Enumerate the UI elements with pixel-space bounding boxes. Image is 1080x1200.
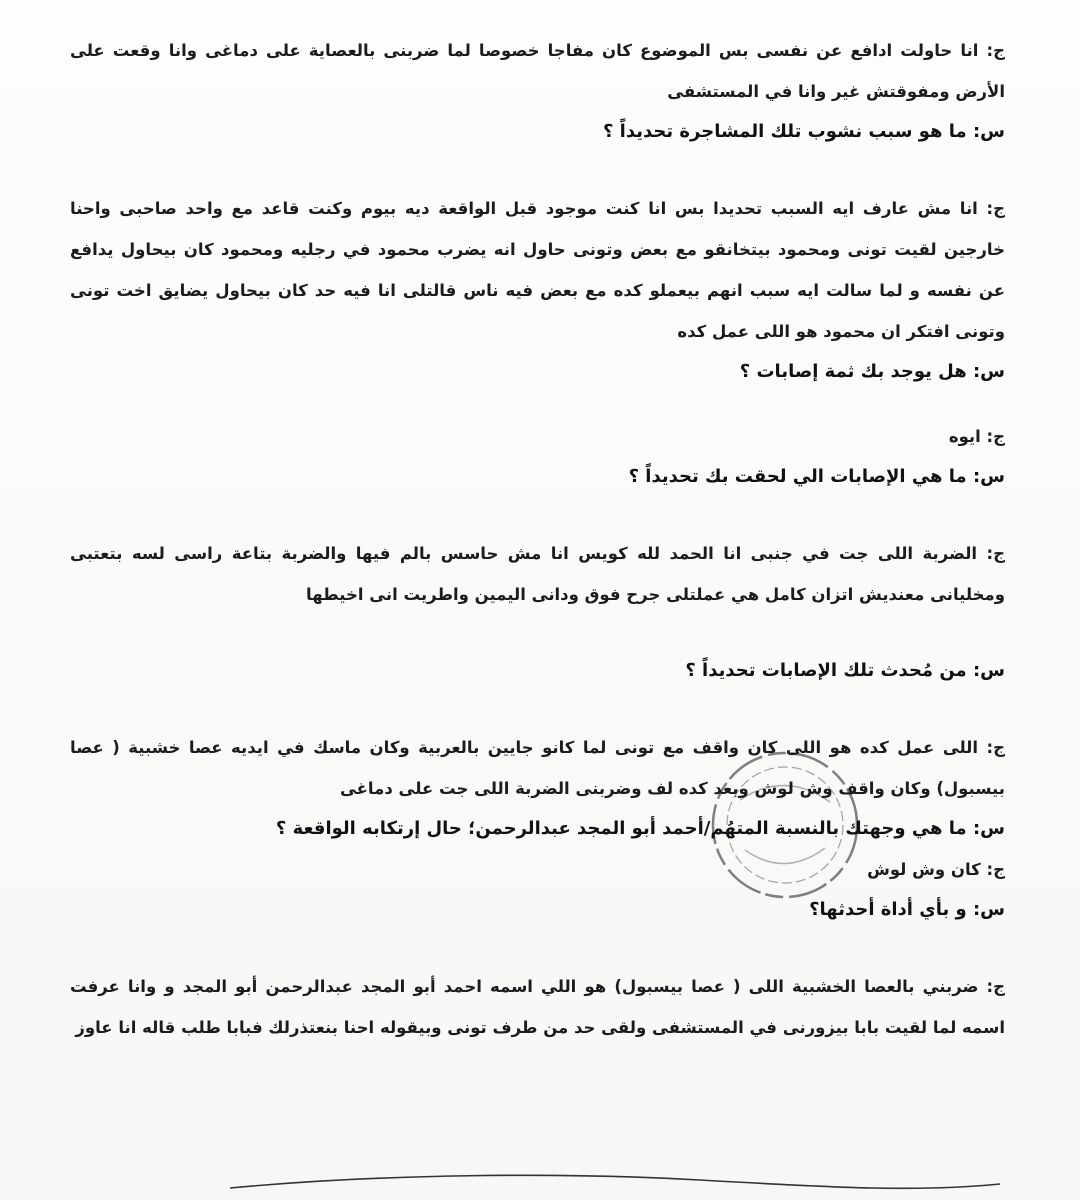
answer-5: ج: اللى عمل كده هو اللى كان واقف مع تونى لما كانو جايين بالعربية وكان ماسك في ايديه عصا خشبية ( عصا بيسبول) وكان واقف وش لوش وبعد كده لف وضربنى الضربة اللى جت على دماغى [70,738,1005,798]
signature-stroke-image [0,1170,1080,1200]
question-3: س: ما هي الإصابات الي لحقت بك تحديداً ؟ [628,466,1005,487]
answer-4: ج: الضربة اللى جت في جنبى انا الحمد لله كويس انا مش حاسس بالم فيها والضربة بتاعة راسى لسه بتعتبى ومخليانى معنديش اتزان كامل هي عملتلى جرح فوق ودانى اليمين واطريت انى اخيطها [70,544,1005,604]
answer-3: ج: ايوه [948,427,1005,446]
answer-6: ج: كان وش لوش [867,860,1005,879]
question-1: س: ما هو سبب نشوب تلك المشاجرة تحديداً ؟ [602,121,1005,142]
answer-2: ج: انا مش عارف ايه السبب تحديدا بس انا كنت موجود قبل الواقعة ديه بيوم وكنت قاعد مع واحد صاحبى واحنا خارجين لقيت تونى ومحمود بيتخانقو مع بعض وتونى حاول انه يضرب محمود في رجليه ومحمود كان بيحاول يدافع عن نفسه و لما سالت ايه سبب انهم بيعملو كده مع بعض فيه ناس قالتلى انا فيه حد كان بيحاول يضايق اخت تونى وتونى افتكر ان محمود هو اللى عمل كده [70,199,1005,341]
answer-7: ج: ضربني بالعصا الخشبية اللى ( عصا بيسبول) هو اللي اسمه احمد أبو المجد عبدالرحمن أبو المجد و وانا عرفت اسمه لما لقيت بابا بيزورنى في المستشفى ولقى حد من طرف تونى وبيقوله احنا بنعتذرلك فبابا طلب قاله انا عاوز [70,977,1005,1037]
question-6: س: و بأي أداة أحدثها؟ [809,899,1005,920]
answer-1: ج: انا حاولت ادافع عن نفسى بس الموضوع كان مفاجا خصوصا لما ضربنى بالعصاية على دماغى وانا وقعت على الأرض ومفوقتش غير وانا في المستشفى [70,41,1005,101]
question-4: س: من مُحدث تلك الإصابات تحديداً ؟ [685,660,1005,681]
question-5: س: ما هي وجهتك بالنسبة المتهُم/أحمد أبو المجد عبدالرحمن؛ حال إرتكابه الواقعة ؟ [275,818,1005,839]
question-2: س: هل يوجد بك ثمة إصابات ؟ [739,361,1005,382]
interrogation-transcript [70,30,1005,1048]
